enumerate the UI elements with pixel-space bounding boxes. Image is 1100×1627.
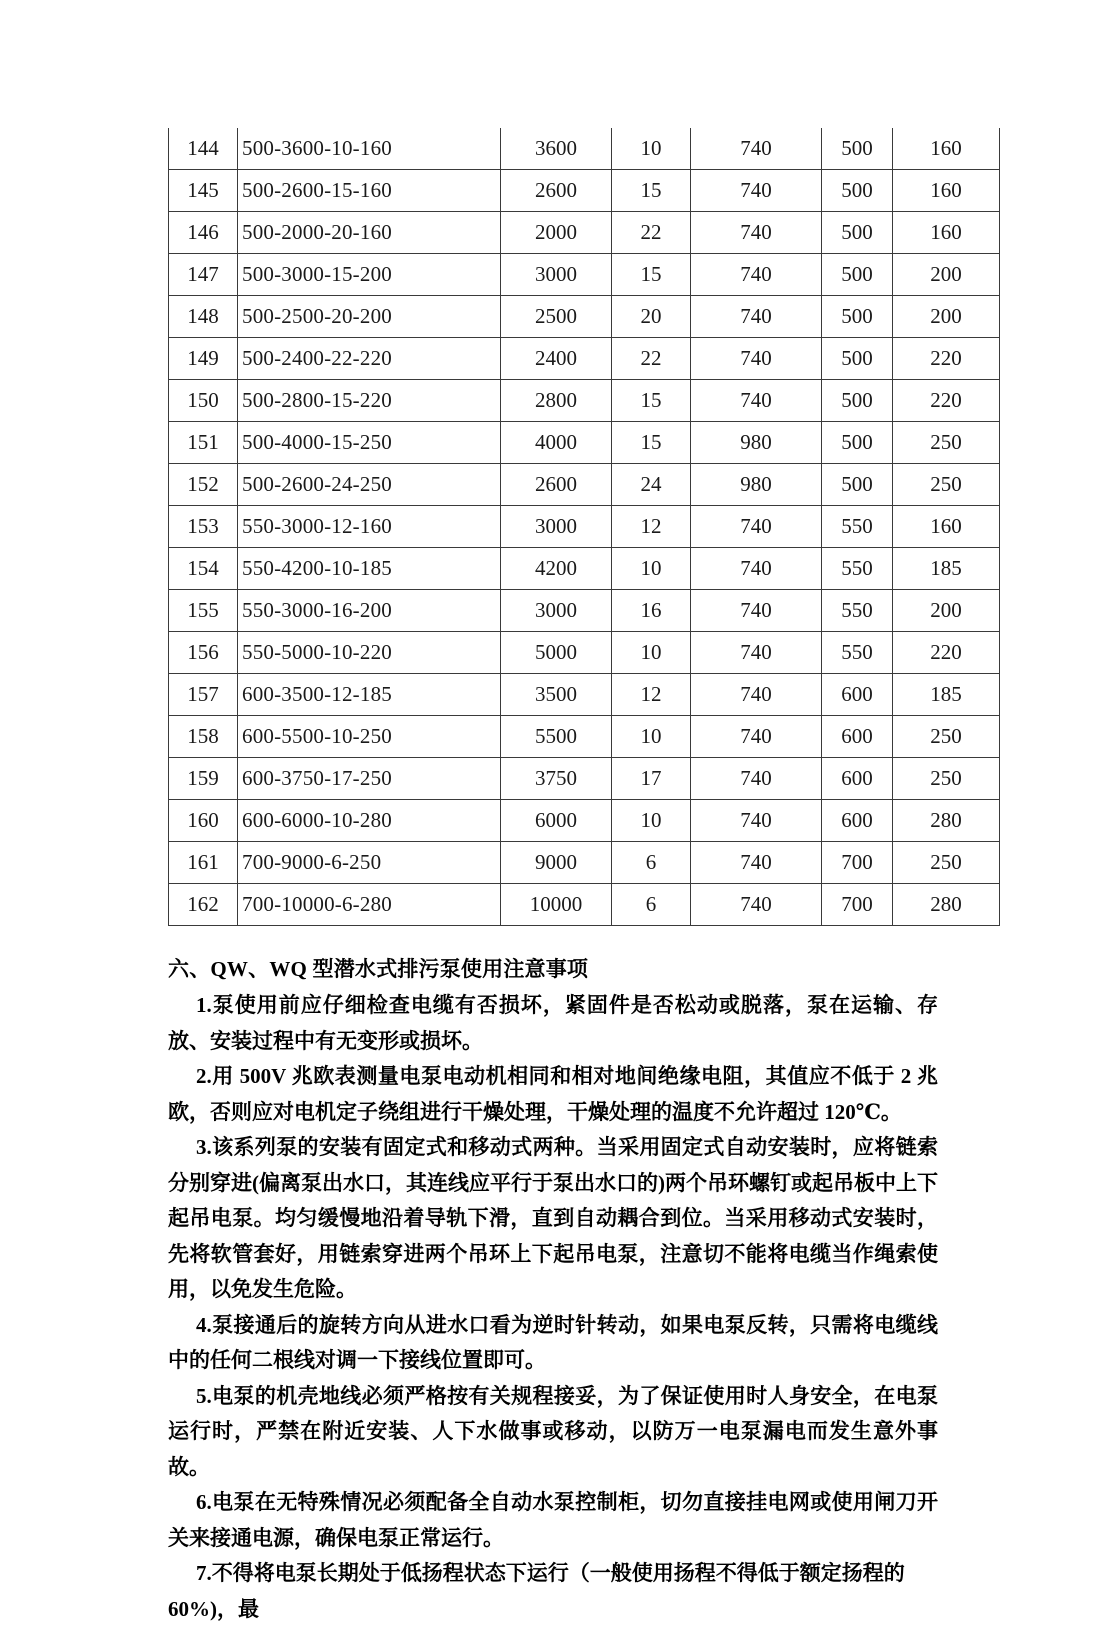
cell-model: 550-4200-10-185 [238, 548, 501, 590]
cell-outlet: 600 [822, 800, 893, 842]
cell-speed: 740 [691, 128, 822, 170]
cell-outlet: 600 [822, 674, 893, 716]
cell-flow: 3000 [501, 254, 612, 296]
cell-head: 20 [612, 296, 691, 338]
table-row [169, 464, 1000, 506]
cell-power: 280 [893, 884, 1000, 926]
cell-flow: 3000 [501, 506, 612, 548]
cell-head: 15 [612, 170, 691, 212]
cell-flow: 3750 [501, 758, 612, 800]
section-heading: 六、QW、WQ 型潜水式排污泵使用注意事项 [168, 957, 589, 981]
cell-flow: 5500 [501, 716, 612, 758]
cell-index: 144 [169, 128, 238, 170]
notes-list [168, 988, 938, 1627]
cell-head: 16 [612, 590, 691, 632]
cell-flow: 3600 [501, 128, 612, 170]
cell-power: 185 [893, 548, 1000, 590]
cell-flow: 2000 [501, 212, 612, 254]
cell-speed: 980 [691, 422, 822, 464]
cell-power: 160 [893, 170, 1000, 212]
cell-flow: 2400 [501, 338, 612, 380]
cell-model: 600-3750-17-250 [238, 758, 501, 800]
pump-spec-table-container [168, 128, 962, 926]
cell-head: 17 [612, 758, 691, 800]
cell-speed: 740 [691, 758, 822, 800]
cell-index: 157 [169, 674, 238, 716]
cell-outlet: 500 [822, 380, 893, 422]
cell-power: 185 [893, 674, 1000, 716]
cell-power: 220 [893, 632, 1000, 674]
cell-outlet: 550 [822, 590, 893, 632]
note-paragraph: 7.不得将电泵长期处于低扬程状态下运行（一般使用扬程不得低于额定扬程的 60%)，最 [168, 1561, 905, 1621]
table-row [169, 632, 1000, 674]
cell-index: 150 [169, 380, 238, 422]
cell-model: 500-2400-22-220 [238, 338, 501, 380]
cell-flow: 2500 [501, 296, 612, 338]
cell-model: 500-2600-24-250 [238, 464, 501, 506]
notes-section [168, 952, 938, 1627]
cell-head: 22 [612, 338, 691, 380]
cell-model: 700-9000-6-250 [238, 842, 501, 884]
cell-speed: 740 [691, 338, 822, 380]
cell-power: 160 [893, 212, 1000, 254]
cell-power: 250 [893, 842, 1000, 884]
cell-model: 600-3500-12-185 [238, 674, 501, 716]
cell-outlet: 500 [822, 296, 893, 338]
cell-model: 550-3000-16-200 [238, 590, 501, 632]
cell-speed: 740 [691, 506, 822, 548]
note-paragraph: 4.泵接通后的旋转方向从进水口看为逆时针转动，如果电泵反转，只需将电缆线中的任何二根线对调一下接线位置即可。 [168, 1312, 938, 1372]
cell-model: 500-4000-15-250 [238, 422, 501, 464]
table-row [169, 422, 1000, 464]
cell-flow: 6000 [501, 800, 612, 842]
cell-flow: 9000 [501, 842, 612, 884]
cell-speed: 740 [691, 254, 822, 296]
cell-model: 550-5000-10-220 [238, 632, 501, 674]
cell-model: 500-2800-15-220 [238, 380, 501, 422]
pump-spec-table [168, 128, 1000, 926]
cell-flow: 5000 [501, 632, 612, 674]
cell-power: 250 [893, 758, 1000, 800]
pump-spec-table-body [169, 128, 1000, 926]
cell-head: 22 [612, 212, 691, 254]
table-row [169, 128, 1000, 170]
cell-outlet: 550 [822, 632, 893, 674]
table-row [169, 380, 1000, 422]
note-paragraph: 1.泵使用前应仔细检查电缆有否损坏，紧固件是否松动或脱落，泵在运输、存放、安装过程中有无变形或损坏。 [168, 993, 938, 1053]
cell-head: 15 [612, 254, 691, 296]
cell-outlet: 700 [822, 842, 893, 884]
cell-power: 160 [893, 506, 1000, 548]
cell-index: 151 [169, 422, 238, 464]
table-row [169, 296, 1000, 338]
table-row [169, 800, 1000, 842]
cell-index: 148 [169, 296, 238, 338]
cell-power: 220 [893, 338, 1000, 380]
cell-model: 500-2600-15-160 [238, 170, 501, 212]
cell-model: 700-10000-6-280 [238, 884, 501, 926]
table-row [169, 338, 1000, 380]
table-row [169, 674, 1000, 716]
cell-flow: 2600 [501, 170, 612, 212]
cell-speed: 740 [691, 800, 822, 842]
cell-head: 6 [612, 884, 691, 926]
cell-flow: 4000 [501, 422, 612, 464]
cell-index: 154 [169, 548, 238, 590]
cell-speed: 740 [691, 716, 822, 758]
cell-index: 145 [169, 170, 238, 212]
cell-model: 500-2000-20-160 [238, 212, 501, 254]
table-row [169, 716, 1000, 758]
cell-power: 250 [893, 422, 1000, 464]
cell-outlet: 550 [822, 548, 893, 590]
cell-speed: 740 [691, 380, 822, 422]
cell-index: 160 [169, 800, 238, 842]
cell-index: 149 [169, 338, 238, 380]
cell-outlet: 500 [822, 212, 893, 254]
cell-head: 10 [612, 632, 691, 674]
cell-model: 600-6000-10-280 [238, 800, 501, 842]
cell-outlet: 500 [822, 338, 893, 380]
note-paragraph: 5.电泵的机壳地线必须严格按有关规程接妥，为了保证使用时人身安全，在电泵运行时，严禁在附近安装、人下水做事或移动，以防万一电泵漏电而发生意外事故。 [168, 1383, 938, 1479]
cell-power: 220 [893, 380, 1000, 422]
cell-speed: 740 [691, 842, 822, 884]
cell-head: 10 [612, 800, 691, 842]
cell-flow: 2600 [501, 464, 612, 506]
cell-index: 156 [169, 632, 238, 674]
table-row [169, 758, 1000, 800]
cell-head: 10 [612, 548, 691, 590]
cell-index: 161 [169, 842, 238, 884]
cell-power: 250 [893, 716, 1000, 758]
cell-outlet: 600 [822, 716, 893, 758]
cell-head: 10 [612, 128, 691, 170]
cell-speed: 740 [691, 590, 822, 632]
cell-speed: 740 [691, 170, 822, 212]
cell-flow: 3500 [501, 674, 612, 716]
cell-outlet: 500 [822, 170, 893, 212]
cell-index: 158 [169, 716, 238, 758]
cell-model: 500-3000-15-200 [238, 254, 501, 296]
cell-head: 12 [612, 674, 691, 716]
table-row [169, 212, 1000, 254]
cell-flow: 3000 [501, 590, 612, 632]
cell-model: 500-3600-10-160 [238, 128, 501, 170]
cell-speed: 740 [691, 212, 822, 254]
cell-head: 15 [612, 380, 691, 422]
cell-power: 160 [893, 128, 1000, 170]
note-paragraph: 6.电泵在无特殊情况必须配备全自动水泵控制柜，切勿直接挂电网或使用闸刀开关来接通电源，确保电泵正常运行。 [168, 1490, 938, 1550]
cell-head: 6 [612, 842, 691, 884]
cell-model: 500-2500-20-200 [238, 296, 501, 338]
cell-flow: 4200 [501, 548, 612, 590]
cell-outlet: 600 [822, 758, 893, 800]
cell-speed: 740 [691, 884, 822, 926]
cell-head: 10 [612, 716, 691, 758]
cell-outlet: 500 [822, 254, 893, 296]
cell-flow: 2800 [501, 380, 612, 422]
cell-outlet: 700 [822, 884, 893, 926]
note-paragraph: 2.用 500V 兆欧表测量电泵电动机相同和相对地间绝缘电阻，其值应不低于 2 兆欧，否则应对电机定子绕组进行干燥处理，干燥处理的温度不允许超过 120℃。 [168, 1064, 938, 1124]
table-row [169, 506, 1000, 548]
cell-speed: 980 [691, 464, 822, 506]
cell-index: 153 [169, 506, 238, 548]
cell-head: 24 [612, 464, 691, 506]
table-row [169, 590, 1000, 632]
cell-outlet: 500 [822, 128, 893, 170]
cell-power: 280 [893, 800, 1000, 842]
cell-index: 147 [169, 254, 238, 296]
cell-model: 550-3000-12-160 [238, 506, 501, 548]
cell-power: 200 [893, 254, 1000, 296]
cell-power: 200 [893, 296, 1000, 338]
note-paragraph: 3.该系列泵的安装有固定式和移动式两种。当采用固定式自动安装时，应将链索分别穿进(偏离泵出水口，其连线应平行于泵出水口的)两个吊环螺钉或起吊板中上下起吊电泵。均匀缓慢地沿着导轨下滑，直到自动耦合到位。当采用移动式安装时，先将软管套好，用链索穿进两个吊环上下起吊电泵，注意切不能将电缆当作绳索使用，以免发生危险。 [168, 1135, 938, 1301]
cell-outlet: 500 [822, 422, 893, 464]
cell-index: 162 [169, 884, 238, 926]
cell-head: 15 [612, 422, 691, 464]
table-row [169, 254, 1000, 296]
cell-outlet: 550 [822, 506, 893, 548]
cell-power: 250 [893, 464, 1000, 506]
table-row [169, 548, 1000, 590]
cell-speed: 740 [691, 548, 822, 590]
table-row [169, 884, 1000, 926]
cell-outlet: 500 [822, 464, 893, 506]
cell-index: 152 [169, 464, 238, 506]
cell-index: 159 [169, 758, 238, 800]
cell-index: 146 [169, 212, 238, 254]
cell-index: 155 [169, 590, 238, 632]
cell-model: 600-5500-10-250 [238, 716, 501, 758]
cell-flow: 10000 [501, 884, 612, 926]
cell-speed: 740 [691, 632, 822, 674]
cell-head: 12 [612, 506, 691, 548]
cell-power: 200 [893, 590, 1000, 632]
cell-speed: 740 [691, 674, 822, 716]
cell-speed: 740 [691, 296, 822, 338]
table-row [169, 170, 1000, 212]
table-row [169, 842, 1000, 884]
